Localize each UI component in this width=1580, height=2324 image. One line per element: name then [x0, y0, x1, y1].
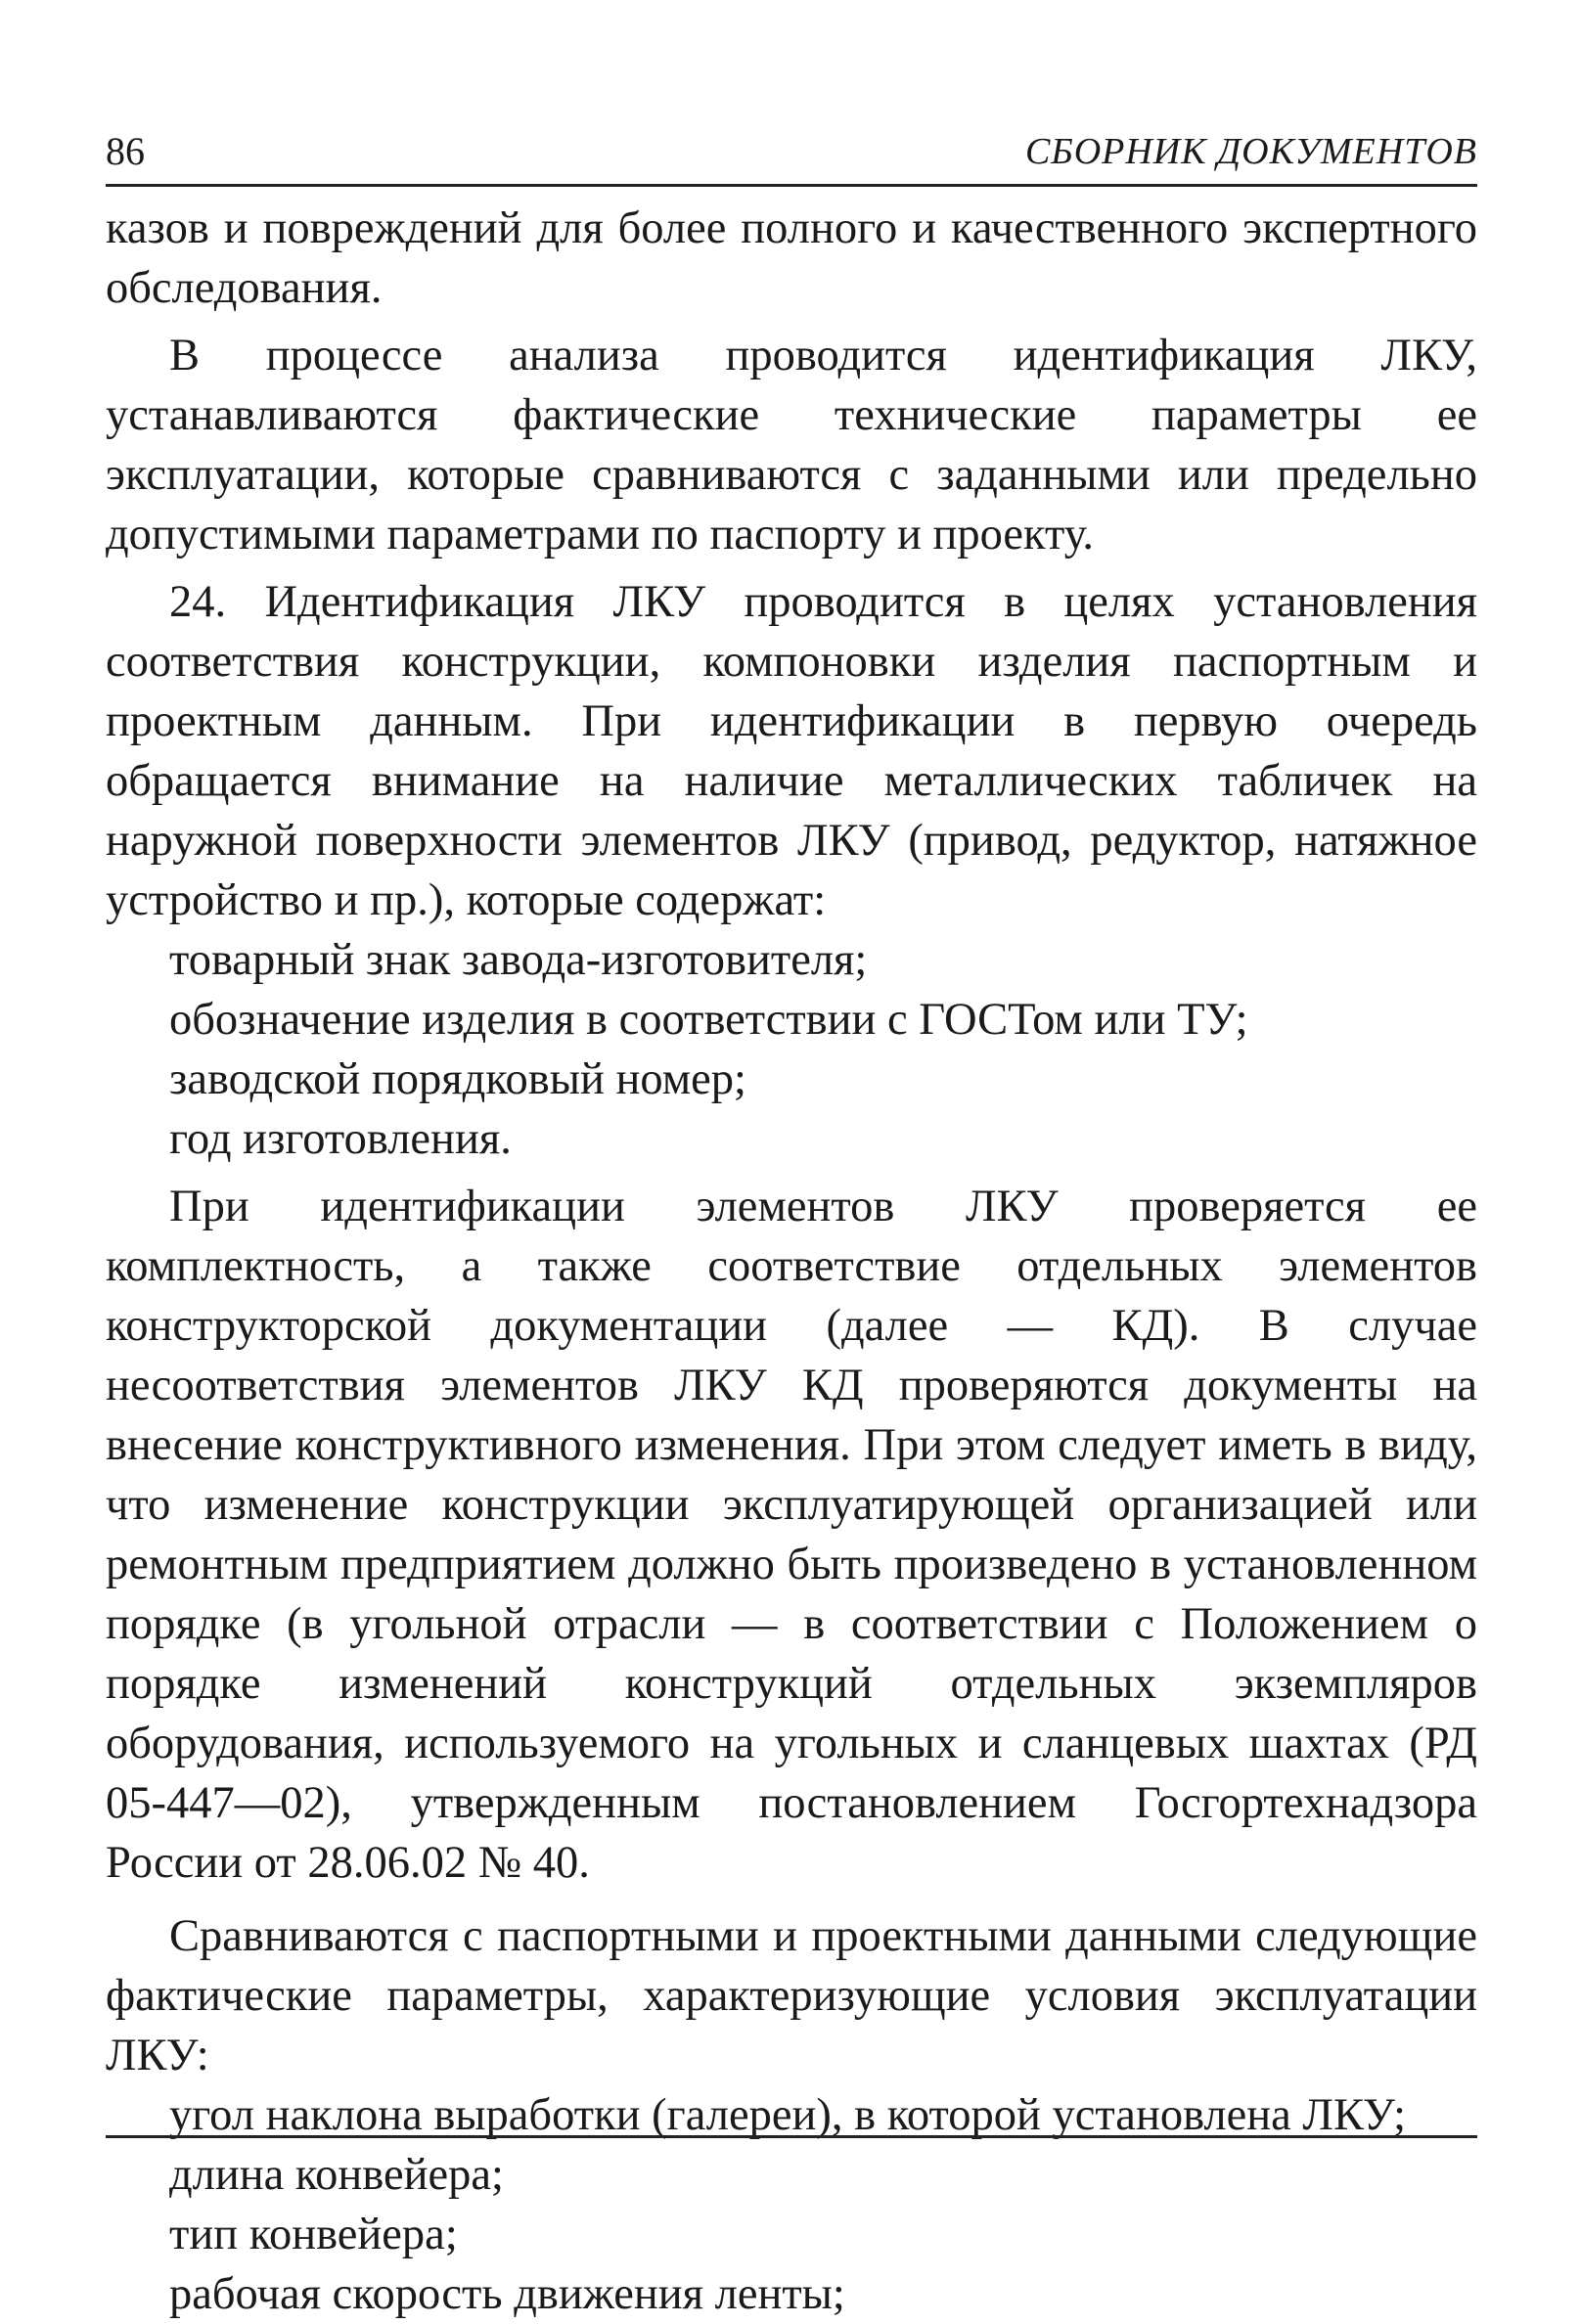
bottom-rule: [106, 2135, 1477, 2138]
list-item-length: длина конвейера;: [169, 2150, 504, 2200]
list-item-speed: рабочая скорость движения ленты;: [169, 2269, 845, 2319]
page-number: 86: [106, 129, 145, 173]
body-text: [106, 199, 1477, 2324]
paragraph-analysis: В процессе анализа проводится идентификация ЛКУ, устанавливаются фактические технические параметры ее эксплуатации, которые сравниваются с заданными или предельно допустимыми параметрами по паспорту и проекту.: [106, 331, 1477, 559]
paragraph-comparison: Сравниваются с паспортными и проектными данными следующие фактические параметры, характеризующие условия эксплуатации ЛКУ:: [106, 1911, 1477, 2080]
list-item-designation: обозначение изделия в соответствии с ГОСТом или ТУ;: [169, 995, 1248, 1045]
list-item-angle: угол наклона выработки (галереи), в которой установлена ЛКУ;: [169, 2090, 1407, 2140]
document-page: [106, 127, 1477, 2324]
running-title: СБОРНИК ДОКУМЕНТОВ: [1024, 131, 1477, 172]
paragraph-continuation: казов и повреждений для более полного и качественного экспертного обследования.: [106, 203, 1477, 313]
list-item-type: тип конвейера;: [169, 2210, 458, 2259]
list-item-serial-number: заводской порядковый номер;: [169, 1054, 746, 1104]
paragraph-completeness: При идентификации элементов ЛКУ проверяется ее комплектность, а также соответствие отдельных элементов конструкторской документации (далее — КД). В случае несоответствия элементов ЛКУ КД проверяются документы на внесение конструктивного изменения. При этом следует иметь в виду, что изменение конструкции эксплуатирующей организацией или ремонтным предприятием должно быть произведено в установленном порядке (в угольной отрасли — в соответствии с Положением о порядке изменений конструкций отдельных экземпляров оборудования, используемого на угольных и сланцевых шахтах (РД 05-447—02), утвержденным постановлением Госгортехнадзора России от 28.06.02 № 40.: [106, 1182, 1477, 1888]
list-item-year: год изготовления.: [169, 1114, 512, 1164]
paragraph-item-24: 24. Идентификация ЛКУ проводится в целях установления соответствия конструкции, компоновки изделия паспортным и проектным данным. При идентификации в первую очередь обращается внимание на наличие металлических табличек на наружной поверхности элементов ЛКУ (привод, редуктор, натяжное устройство и пр.), которые содержат:: [106, 577, 1477, 925]
running-head: [106, 127, 1477, 187]
list-item-trademark: товарный знак завода-изготовителя;: [169, 935, 868, 985]
